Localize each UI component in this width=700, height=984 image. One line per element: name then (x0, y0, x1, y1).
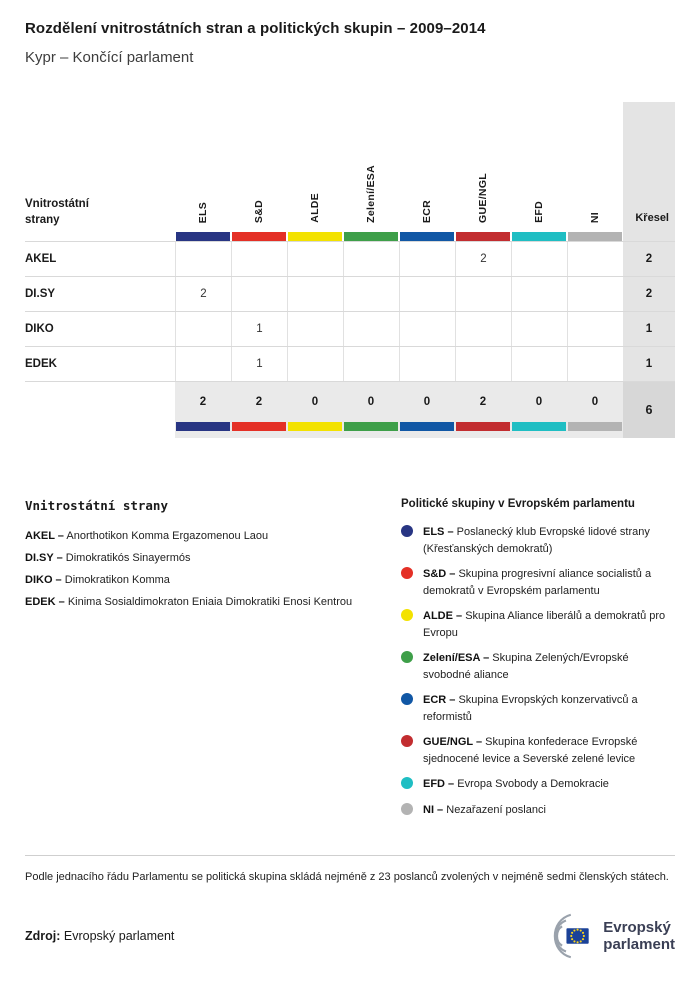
legend-item: ELS – Poslanecký klub Evropské lidové strany (Křesťanských demokratů) (401, 524, 675, 557)
cell-value (511, 312, 567, 346)
totals-row (25, 381, 675, 438)
national-parties-legend-title: Vnitrostátní strany (25, 498, 168, 513)
ecr-color-dot (401, 693, 413, 705)
color-bar-efd (512, 232, 566, 241)
color-bar-ecr (400, 422, 454, 431)
color-bar-gue-ngl (456, 232, 510, 241)
cell-value (399, 312, 455, 346)
cell-value (567, 312, 623, 346)
table-row (25, 241, 675, 276)
row-header-label: Vnitrostátní strany (25, 197, 89, 226)
cell-value (455, 312, 511, 346)
col-header-alde: ALDE (309, 193, 321, 223)
color-bar-ecr (400, 232, 454, 241)
cell-value (511, 347, 567, 381)
cell-value (343, 242, 399, 276)
legend-item: DIKO – Dimokratikon Komma (25, 574, 170, 587)
table-row (25, 346, 675, 381)
cell-value (455, 347, 511, 381)
total-value: 0 (311, 396, 319, 408)
seats-column-header: Křesel (623, 102, 675, 232)
legend-item: S&D – Skupina progresivní aliance socialistů a demokratů v Evropském parlamentu (401, 566, 675, 599)
cell-value: 2 (175, 277, 231, 311)
source-line (25, 929, 174, 943)
ni-color-dot (401, 803, 413, 815)
european-parliament-logo (536, 912, 675, 960)
color-bar-els (176, 422, 230, 431)
efd-color-dot (401, 777, 413, 789)
col-header-els: ELS (197, 201, 209, 223)
cell-value (175, 347, 231, 381)
total-value: 2 (199, 396, 207, 408)
color-bar-zeleni-esa (344, 422, 398, 431)
color-bar-sd (232, 422, 286, 431)
color-bar-ni (568, 422, 622, 431)
party-name: DI.SY (25, 288, 56, 300)
party-name: AKEL (25, 253, 57, 265)
total-value: 2 (255, 396, 263, 408)
cell-value (175, 242, 231, 276)
legend-item: Zelení/ESA – Skupina Zelených/Evropské svobodné aliance (401, 650, 675, 683)
table-row (25, 311, 675, 346)
color-bar-zeleni-esa (344, 232, 398, 241)
row-header-cell (25, 102, 175, 232)
legend-item: DI.SY – Dimokratikós Sinayermós (25, 552, 191, 565)
cell-value (455, 277, 511, 311)
party-name: EDEK (25, 358, 57, 370)
gue-ngl-color-dot (401, 735, 413, 747)
cell-value (287, 242, 343, 276)
legend-item: ALDE – Skupina Aliance liberálů a demokratů pro Evropu (401, 608, 675, 641)
col-header-ecr: ECR (421, 199, 433, 223)
col-header-gue-ngl: GUE/NGL (477, 173, 489, 223)
total-seats-cell: 6 (623, 382, 675, 438)
legend-item: ECR – Skupina Evropských konzervativců a reformistů (401, 692, 675, 725)
seats-cell: 2 (623, 277, 675, 311)
zeleni-esa-color-dot (401, 651, 413, 663)
political-groups-legend-title: Politické skupiny v Evropském parlamentu (401, 498, 635, 510)
cell-value (231, 242, 287, 276)
page-title: Rozdělení vnitrostátních stran a politických skupin – 2009–2014 (25, 20, 486, 37)
cell-value (287, 347, 343, 381)
footer-divider (25, 855, 675, 856)
table-row (25, 276, 675, 311)
total-value: 0 (591, 396, 599, 408)
total-value: 2 (479, 396, 487, 408)
cell-value (287, 312, 343, 346)
cell-value (567, 347, 623, 381)
cell-value (399, 347, 455, 381)
source-label: Zdroj: (25, 929, 61, 944)
alde-color-dot (401, 609, 413, 621)
group-color-bars-row (25, 232, 675, 241)
sd-color-dot (401, 567, 413, 579)
color-bar-ni (568, 232, 622, 241)
cell-value (343, 312, 399, 346)
table-header-row (25, 102, 675, 232)
col-header-zeleni-esa: Zelení/ESA (365, 165, 377, 223)
cell-value (567, 277, 623, 311)
cell-value (343, 347, 399, 381)
total-value: 0 (367, 396, 375, 408)
cell-value: 2 (455, 242, 511, 276)
legend-item: EDEK – Kinima Sosialdimokraton Eniaia Dimokratiki Enosi Kentrou (25, 596, 353, 609)
ep-hemicycle-flag-icon (536, 912, 594, 960)
color-bar-els (176, 232, 230, 241)
legend-item: EFD – Evropa Svobody a Demokracie (401, 776, 675, 793)
total-value: 0 (535, 396, 543, 408)
cell-value (399, 242, 455, 276)
seats-column-bg (623, 232, 675, 241)
color-bar-gue-ngl (456, 422, 510, 431)
page-subtitle: Kypr – Končící parlament (25, 49, 194, 66)
col-header-efd: EFD (533, 201, 545, 223)
cell-value (175, 312, 231, 346)
national-parties-legend (25, 498, 375, 827)
cell-value (399, 277, 455, 311)
cell-value (511, 242, 567, 276)
col-header-ni: NI (589, 211, 601, 223)
color-bar-alde (288, 232, 342, 241)
seats-cell: 1 (623, 347, 675, 381)
cell-value: 1 (231, 347, 287, 381)
seats-cell: 2 (623, 242, 675, 276)
els-color-dot (401, 525, 413, 537)
legend-item: AKEL – Anorthotikon Komma Ergazomenou Laou (25, 530, 269, 542)
color-bar-alde (288, 422, 342, 431)
political-groups-legend (401, 498, 675, 827)
legend-item: GUE/NGL – Skupina konfederace Evropské sjednocené levice a Severské zelené levice (401, 734, 675, 767)
bar-spacer (25, 232, 175, 241)
legend-item: NI – Nezařazení poslanci (401, 802, 675, 819)
ep-logo-wordmark: Evropský parlament (603, 918, 675, 954)
cell-value (231, 277, 287, 311)
footer-bar (25, 912, 675, 960)
cell-value (343, 277, 399, 311)
cell-value: 1 (231, 312, 287, 346)
seats-table (25, 102, 675, 438)
footnote: Podle jednacího řádu Parlamentu se politická skupina skládá nejméně z 23 poslanců zvolených v nejméně sedmi členských státech. (25, 871, 669, 883)
col-header-sd: S&D (253, 199, 265, 223)
source-text: Evropský parlament (63, 929, 175, 944)
totals-spacer (25, 382, 175, 438)
color-bar-efd (512, 422, 566, 431)
legend-section (25, 498, 675, 827)
cell-value (511, 277, 567, 311)
seats-cell: 1 (623, 312, 675, 346)
total-value: 0 (423, 396, 431, 408)
color-bar-sd (232, 232, 286, 241)
cell-value (287, 277, 343, 311)
party-name: DIKO (25, 323, 54, 335)
cell-value (567, 242, 623, 276)
